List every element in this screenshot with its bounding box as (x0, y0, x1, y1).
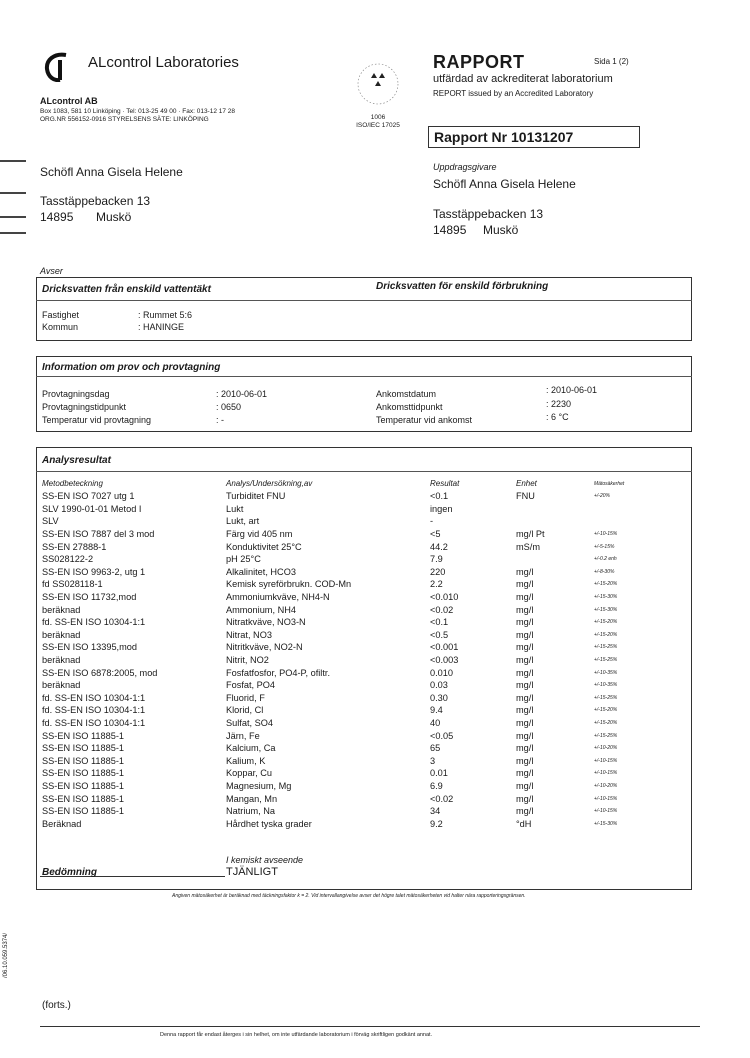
row-precision: +/-15-20% (594, 619, 618, 626)
table-row (42, 603, 674, 616)
info-left-label: Provtagningsdag (42, 389, 110, 399)
row-method: SLV (42, 516, 59, 527)
row-unit: mg/l (516, 780, 534, 791)
row-unit: mg/l (516, 604, 534, 615)
row-precision: +/-10-15% (594, 770, 618, 777)
row-analysis: Fosfat, PO4 (226, 680, 276, 691)
row-method: SS-EN ISO 11885-1 (42, 743, 125, 754)
row-result: 0.010 (430, 667, 453, 678)
row-unit: mg/l (516, 793, 534, 804)
table-row (42, 692, 674, 705)
kommun-value: : HANINGE (138, 322, 185, 332)
row-precision: +/-10-35% (594, 669, 618, 676)
company-name: ALcontrol Laboratories (88, 54, 239, 71)
row-precision: +/-5-15% (594, 543, 615, 550)
info-right-value: : 2230 (546, 399, 572, 409)
info-title: Information om prov och provtagning (42, 362, 221, 373)
row-precision: +/-15-25% (594, 644, 618, 651)
table-row (42, 578, 674, 591)
row-result: 34 (430, 806, 441, 817)
page-indicator: Sida 1 (2) (594, 57, 629, 66)
seal-standard: ISO/IEC 17025 (356, 122, 400, 129)
table-row (42, 704, 674, 717)
row-analysis: Ammoniumkväve, NH4-N (226, 592, 330, 603)
row-method: SS-EN ISO 11885-1 (42, 780, 125, 791)
row-result: 220 (430, 566, 446, 577)
seal-number: 1006 (370, 114, 386, 121)
row-method: beräknad (42, 604, 81, 615)
header-method: Metodbeteckning (42, 479, 103, 488)
assessment-label: Bedömning (42, 867, 97, 878)
table-row (42, 817, 674, 830)
row-precision: +/-0.2 enh (594, 556, 617, 563)
footer-text: Denna rapport får endast återges i sin helhet, om inte utfärdande laboratorium i förväg skriftligen godkänt annat. (160, 1032, 433, 1038)
row-analysis: Nitrat, NO3 (226, 629, 272, 640)
row-precision: +/-15-20% (594, 719, 618, 726)
row-method: SS-EN ISO 9963-2, utg 1 (42, 566, 146, 577)
table-row (42, 805, 674, 818)
recipient-name: Schöfl Anna Gisela Helene (40, 165, 183, 179)
table-row (42, 503, 674, 516)
row-analysis: Färg vid 405 nm (226, 529, 293, 540)
row-unit: mg/l (516, 705, 534, 716)
info-left-value: : 2010-06-01 (216, 389, 268, 399)
row-unit: °dH (516, 818, 532, 829)
row-unit: mg/l (516, 629, 534, 640)
row-analysis: Mangan, Mn (226, 793, 278, 804)
row-analysis: pH 25°C (226, 554, 261, 565)
row-precision: +/-10-15% (594, 808, 618, 815)
row-unit: mg/l (516, 592, 534, 603)
row-unit (516, 515, 594, 528)
row-precision: +/-15-25% (594, 732, 618, 739)
row-analysis: Nitrit, NO2 (226, 655, 269, 666)
table-row (42, 629, 674, 642)
row-analysis: Kemisk syreförbrukn. COD-Mn (226, 579, 352, 590)
table-row (42, 666, 674, 679)
header-analysis: Analys/Undersökning,av (226, 479, 313, 488)
row-method: fd. SS-EN ISO 10304-1:1 (42, 692, 146, 703)
table-row (42, 490, 674, 503)
row-result: 40 (430, 717, 441, 728)
results-title: Analysresultat (42, 455, 111, 466)
row-result: 44.2 (430, 541, 448, 552)
row-result: 7.9 (430, 554, 443, 565)
info-right-label: Ankomstdatum (376, 389, 437, 399)
row-unit: mg/l (516, 717, 534, 728)
row-result: <0.001 (430, 642, 459, 653)
row-method: fd. SS-EN ISO 10304-1:1 (42, 717, 146, 728)
row-method: SS-EN ISO 11732,mod (42, 592, 137, 603)
row-result: <0.003 (430, 655, 459, 666)
fastighet-label: Fastighet (42, 310, 80, 320)
results-divider (36, 471, 692, 472)
row-analysis: Fosfatfosfor, PO4-P, ofiltr. (226, 667, 330, 678)
report-title: RAPPORT (433, 52, 525, 72)
info-right-value: : 2010-06-01 (546, 385, 598, 395)
table-row (42, 717, 674, 730)
row-result: 6.9 (430, 780, 443, 791)
row-precision: +/-8-30% (594, 568, 615, 575)
row-analysis: Koppar, Cu (226, 768, 272, 779)
row-unit: mg/l (516, 579, 534, 590)
row-unit: mg/l (516, 680, 534, 691)
row-precision: +/-15-30% (594, 820, 618, 827)
table-row (42, 780, 674, 793)
client-city: Muskö (483, 223, 519, 237)
row-analysis: Klorid, Cl (226, 705, 264, 716)
info-left-label: Temperatur vid provtagning (42, 415, 152, 425)
row-analysis: Kalium, K (226, 755, 266, 766)
table-row (42, 553, 674, 566)
client-street: Tasstäppebacken 13 (433, 207, 544, 221)
fold-mark (0, 232, 26, 234)
kommun-label: Kommun (42, 322, 79, 332)
row-method: SS-EN ISO 11885-1 (42, 730, 125, 741)
table-row (42, 654, 674, 667)
table-row (42, 591, 674, 604)
row-analysis: Fluorid, F (226, 692, 265, 703)
assessment-value: TJÄNLIGT (226, 866, 278, 878)
row-method: SS-EN ISO 6878:2005, mod (42, 667, 158, 678)
footnote: Angiven mätosäkerhet är beräknad med täckningsfaktor k = 2. Vid intervallangivelse avser det högre talet mätosäkerheten vid halter nära rapporteringsgränsen. (172, 893, 526, 899)
row-result: <0.1 (430, 617, 449, 628)
row-precision: +/-10-15% (594, 795, 618, 802)
info-right-label: Ankomsttidpunkt (376, 402, 443, 412)
address-line-1: Box 1083, 581 10 Linköping · Tel: 013-25 49 00 · Fax: 013-12 17 28 (40, 108, 236, 115)
fold-mark (0, 192, 26, 194)
row-analysis: Konduktivitet 25°C (226, 541, 302, 552)
row-precision: +/-10-15% (594, 757, 618, 764)
info-left-value: : 0650 (216, 402, 242, 412)
row-method: fd SS028118-1 (42, 579, 103, 590)
row-analysis: Natrium, Na (226, 806, 276, 817)
row-method: Beräknad (42, 818, 82, 829)
row-method: SS-EN ISO 11885-1 (42, 768, 125, 779)
row-precision (594, 515, 674, 528)
row-result: <0.02 (430, 604, 454, 615)
row-precision: +/-20% (594, 493, 610, 500)
table-row (42, 679, 674, 692)
table-row (42, 540, 674, 553)
row-result: 65 (430, 743, 441, 754)
info-divider (36, 376, 692, 377)
row-method: SS-EN ISO 11885-1 (42, 793, 125, 804)
recipient-street: Tasstäppebacken 13 (40, 194, 151, 208)
table-row (42, 742, 674, 755)
row-unit: mg/l (516, 730, 534, 741)
row-precision: +/-15-25% (594, 657, 618, 664)
fastighet-value: : Rummet 5:6 (138, 310, 193, 320)
row-unit: mg/l (516, 806, 534, 817)
row-result: ingen (430, 503, 453, 514)
row-unit: mg/l Pt (516, 529, 545, 540)
address-line-2: ORG.NR 556152-0916 STYRELSENS SÄTE: LINKÖPING (40, 116, 209, 123)
row-result: 0.03 (430, 680, 448, 691)
row-unit: mg/l (516, 743, 534, 754)
row-result: <0.1 (430, 491, 449, 502)
company-address (40, 108, 235, 124)
info-right-label: Temperatur vid ankomst (376, 415, 473, 425)
table-row (42, 528, 674, 541)
row-unit: mg/l (516, 642, 534, 653)
row-method: SS-EN ISO 7027 utg 1 (42, 491, 135, 502)
row-result: 0.01 (430, 768, 448, 779)
table-row (42, 616, 674, 629)
side-code: /06.10.059.5374/ (3, 932, 9, 978)
row-result: <0.010 (430, 592, 459, 603)
row-precision: +/-10-20% (594, 745, 618, 752)
row-method: SS-EN ISO 13395,mod (42, 642, 137, 653)
row-precision: +/-15-20% (594, 581, 618, 588)
row-result: 9.2 (430, 818, 443, 829)
row-result: <0.02 (430, 793, 454, 804)
row-unit: mg/l (516, 692, 534, 703)
row-analysis: Järn, Fe (226, 730, 260, 741)
info-left-label: Provtagningstidpunkt (42, 402, 127, 412)
row-unit: mg/l (516, 768, 534, 779)
row-unit: mg/l (516, 655, 534, 666)
row-result: 2.2 (430, 579, 443, 590)
results-table-body (42, 490, 674, 830)
info-left-value: : - (216, 415, 224, 425)
row-analysis: Alkalinitet, HCO3 (226, 566, 296, 577)
client-postal: 14895 (433, 223, 467, 237)
row-unit (516, 503, 594, 516)
row-analysis: Hårdhet tyska grader (226, 818, 312, 829)
row-analysis: Ammonium, NH4 (226, 604, 296, 615)
row-analysis: Nitritkväve, NO2-N (226, 642, 303, 653)
header-result: Resultat (430, 479, 460, 488)
seal-text (348, 114, 408, 130)
row-precision: +/-10-35% (594, 682, 618, 689)
row-result: 9.4 (430, 705, 443, 716)
row-precision: +/-10-20% (594, 782, 618, 789)
continued-label: (forts.) (42, 1000, 71, 1011)
results-table (42, 490, 674, 830)
row-analysis: Sulfat, SO4 (226, 717, 273, 728)
row-analysis: Magnesium, Mg (226, 780, 292, 791)
fold-mark (0, 160, 26, 162)
header-unit: Enhet (516, 479, 537, 488)
issued-english: REPORT issued by an Accredited Laboratory (433, 89, 594, 98)
row-method: fd. SS-EN ISO 10304-1:1 (42, 617, 146, 628)
row-method: SS-EN 27888-1 (42, 541, 107, 552)
row-result: 0.30 (430, 692, 448, 703)
issued-swedish: utfärdad av ackrediterat laboratorium (433, 73, 613, 85)
row-method: SS-EN ISO 7887 del 3 mod (42, 529, 155, 540)
row-result: - (430, 516, 434, 527)
row-precision: +/-15-20% (594, 707, 618, 714)
row-precision: +/-15-20% (594, 631, 618, 638)
row-unit: FNU (516, 491, 535, 502)
row-analysis: Nitratkväve, NO3-N (226, 617, 306, 628)
row-precision: +/-15-30% (594, 606, 618, 613)
avser-divider (36, 300, 692, 301)
row-precision (594, 503, 674, 516)
row-analysis: Lukt (226, 503, 244, 514)
row-unit (516, 553, 594, 566)
avser-label: Avser (40, 266, 63, 276)
table-row (42, 641, 674, 654)
header-precision: Mätosäkerhet (594, 481, 625, 487)
row-result: <0.5 (430, 629, 449, 640)
row-analysis: Kalcium, Ca (226, 743, 276, 754)
report-number: Rapport Nr 10131207 (434, 129, 574, 145)
row-method: SS-EN ISO 11885-1 (42, 806, 125, 817)
row-unit: mg/l (516, 667, 534, 678)
company-ab: ALcontrol AB (40, 96, 98, 106)
row-method: beräknad (42, 680, 81, 691)
table-row (42, 729, 674, 742)
table-row (42, 767, 674, 780)
table-row (42, 515, 674, 528)
avser-title-left: Dricksvatten från enskild vattentäkt (42, 284, 211, 295)
row-precision: +/-15-30% (594, 594, 618, 601)
row-method: beräknad (42, 629, 81, 640)
row-method: beräknad (42, 655, 81, 666)
client-name: Schöfl Anna Gisela Helene (433, 177, 576, 191)
footer-divider (40, 1026, 700, 1027)
fold-mark (0, 216, 26, 218)
row-precision: +/-15-25% (594, 694, 618, 701)
row-unit: mg/l (516, 617, 534, 628)
row-method: SS028122-2 (42, 554, 94, 565)
row-analysis: Turbiditet FNU (226, 491, 286, 502)
row-result: <5 (430, 529, 441, 540)
row-unit: mg/l (516, 566, 534, 577)
table-row (42, 566, 674, 579)
alcontrol-logo-icon (44, 52, 70, 82)
recipient-city: Muskö (96, 210, 132, 224)
row-unit: mg/l (516, 755, 534, 766)
row-precision: +/-10-15% (594, 531, 618, 538)
avser-title-right: Dricksvatten för enskild förbrukning (376, 281, 549, 292)
row-method: SS-EN ISO 11885-1 (42, 755, 125, 766)
assessment-note: I kemiskt avseende (226, 855, 304, 865)
row-method: SLV 1990-01-01 Metod I (42, 503, 142, 514)
row-unit: mS/m (516, 541, 540, 552)
row-result: <0.05 (430, 730, 454, 741)
row-analysis: Lukt, art (226, 516, 260, 527)
recipient-postal: 14895 (40, 210, 74, 224)
table-row (42, 754, 674, 767)
row-method: fd. SS-EN ISO 10304-1:1 (42, 705, 146, 716)
row-result: 3 (430, 755, 436, 766)
table-row (42, 792, 674, 805)
info-right-value: : 6 °C (546, 412, 569, 422)
client-label: Uppdragsgivare (433, 162, 497, 172)
